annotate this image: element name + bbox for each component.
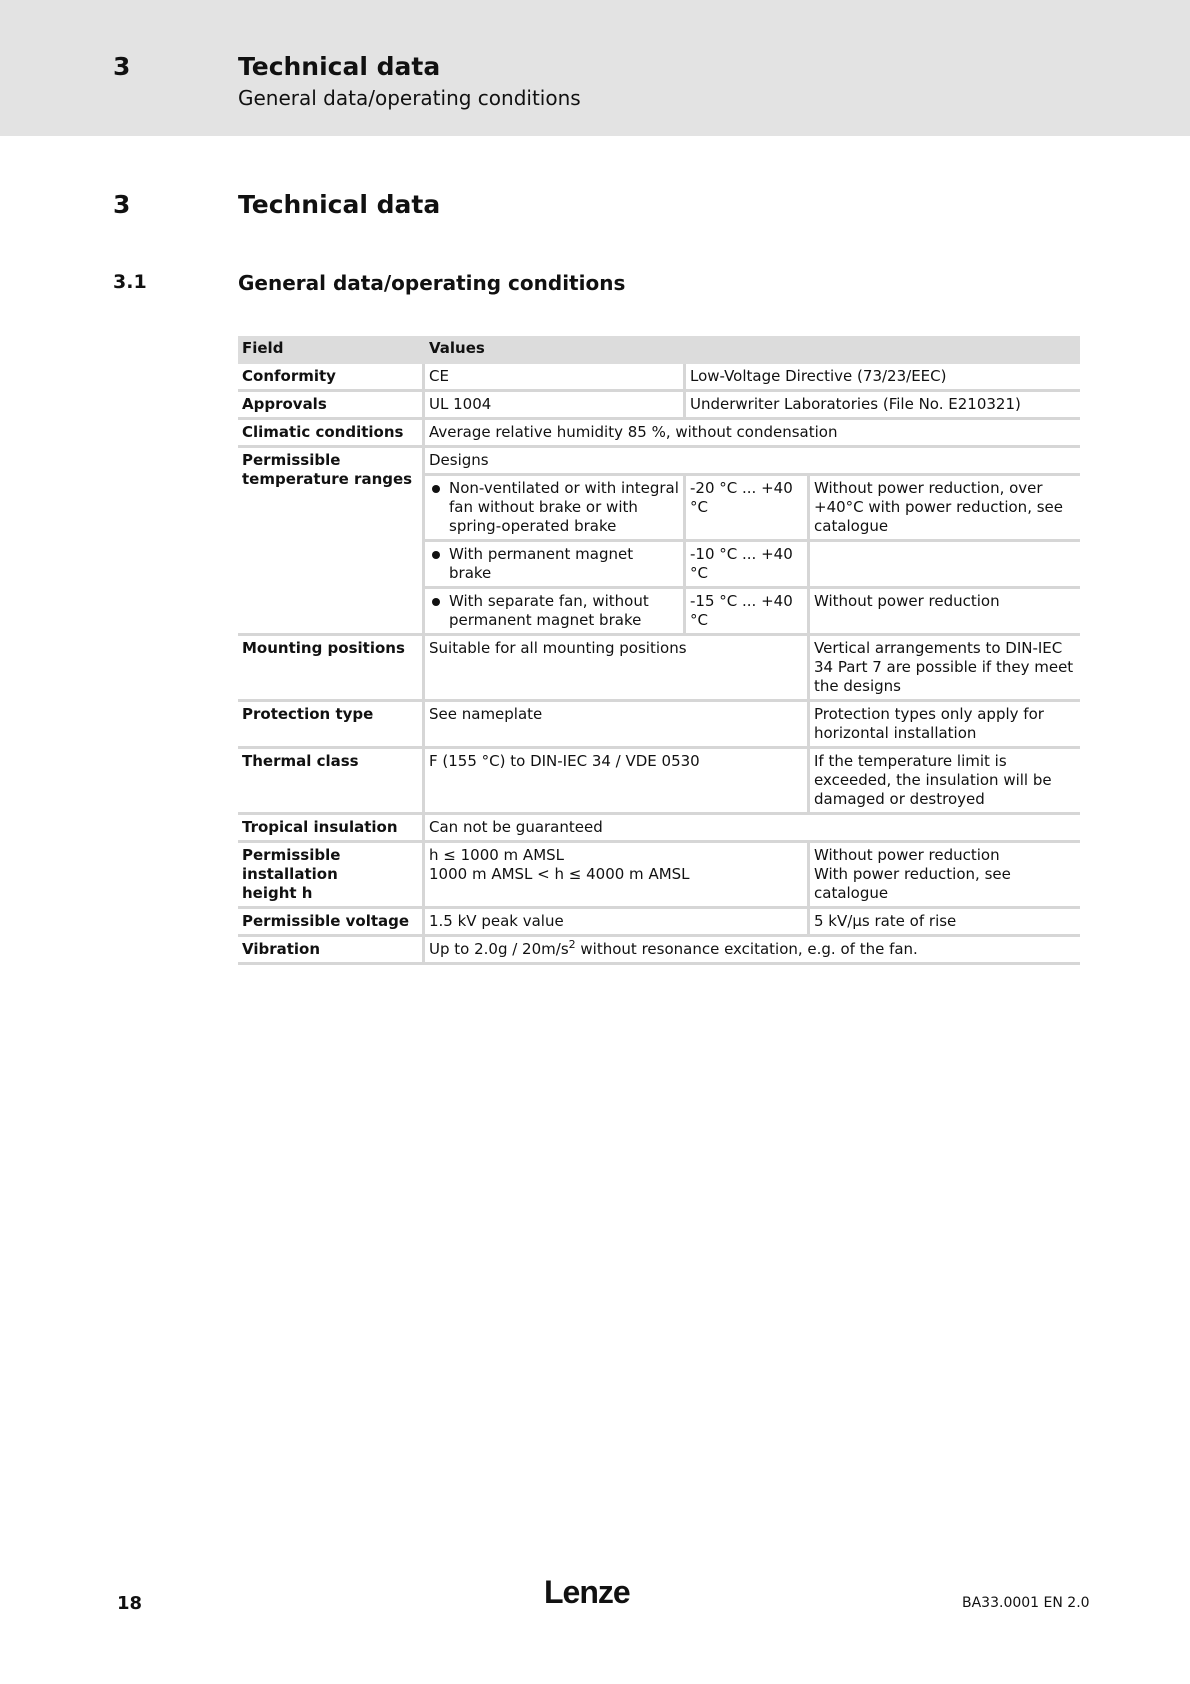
- heading-2-number: 3.1: [113, 271, 147, 293]
- label-line: Permissible installation: [242, 846, 341, 883]
- cell-value: Average relative humidity 85 %, without condensation: [425, 420, 1080, 448]
- table-row: [238, 815, 1080, 843]
- cell-value: 1.5 kV peak value: [425, 909, 810, 937]
- cell-note: Vertical arrangements to DIN-IEC 34 Part 7 are possible if they meet the designs: [810, 636, 1080, 702]
- row-label-voltage: Permissible voltage: [238, 909, 425, 937]
- label-line: Permissible: [242, 451, 341, 469]
- row-label-tropical: Tropical insulation: [238, 815, 425, 843]
- table-row: [238, 636, 1080, 702]
- table-row: [238, 843, 1080, 909]
- note-line: With power reduction, see catalogue: [814, 865, 1011, 902]
- cell-designs: Designs: [425, 448, 1080, 476]
- cell-value: Low-Voltage Directive (73/23/EEC): [686, 364, 1080, 392]
- cell-value: F (155 °C) to DIN-IEC 34 / VDE 0530: [425, 749, 810, 815]
- heading-2-title: General data/operating conditions: [238, 271, 626, 295]
- label-line: height h: [242, 884, 313, 902]
- value-line: 1000 m AMSL < h ≤ 4000 m AMSL: [429, 865, 690, 883]
- row-label-temperature: [238, 448, 425, 636]
- lenze-logo: Lenze: [544, 1574, 630, 1610]
- note-line: Without power reduction: [814, 846, 1000, 864]
- bullet-item: With permanent magnet brake: [449, 545, 679, 583]
- cell-value: UL 1004: [425, 392, 686, 420]
- cell-value: CE: [425, 364, 686, 392]
- table-row: [238, 420, 1080, 448]
- cell-note: Without power reduction, over +40°C with power reduction, see catalogue: [810, 476, 1080, 542]
- cell-note: Without power reduction: [810, 589, 1080, 636]
- cell-value: [425, 937, 1080, 965]
- value-text: Up to 2.0g / 20m/s: [429, 940, 569, 958]
- header-field: Field: [238, 336, 425, 364]
- row-label-protection: Protection type: [238, 702, 425, 749]
- table-row: [238, 448, 1080, 476]
- table-row: [238, 702, 1080, 749]
- cell-design: [425, 589, 686, 636]
- cell-value: Underwriter Laboratories (File No. E210321): [686, 392, 1080, 420]
- cell-range: -15 °C ... +40 °C: [686, 589, 810, 636]
- cell-design: [425, 476, 686, 542]
- header-chapter-title: Technical data: [238, 52, 441, 81]
- table-row: [238, 749, 1080, 815]
- cell-range: -20 °C ... +40 °C: [686, 476, 810, 542]
- cell-value: [425, 843, 810, 909]
- spec-table: [238, 336, 1080, 965]
- cell-value: See nameplate: [425, 702, 810, 749]
- header-band: [0, 0, 1190, 136]
- header-chapter-number: 3: [113, 52, 131, 81]
- row-label-conformity: Conformity: [238, 364, 425, 392]
- table-header-row: [238, 336, 1080, 364]
- cell-note: Protection types only apply for horizontal installation: [810, 702, 1080, 749]
- table-row: [238, 937, 1080, 965]
- table-row: [238, 364, 1080, 392]
- row-label-climatic: Climatic conditions: [238, 420, 425, 448]
- cell-value: Can not be guaranteed: [425, 815, 1080, 843]
- cell-note: [810, 542, 1080, 589]
- table-row: [238, 909, 1080, 937]
- bullet-item: With separate fan, without permanent magnet brake: [449, 592, 679, 630]
- table-row: [238, 392, 1080, 420]
- row-label-mounting: Mounting positions: [238, 636, 425, 702]
- cell-design: [425, 542, 686, 589]
- label-line: temperature ranges: [242, 470, 413, 488]
- value-line: h ≤ 1000 m AMSL: [429, 846, 565, 864]
- cell-range: -10 °C ... +40 °C: [686, 542, 810, 589]
- row-label-vibration: Vibration: [238, 937, 425, 965]
- superscript: 2: [568, 938, 576, 951]
- heading-1-title: Technical data: [238, 190, 441, 219]
- row-label-approvals: Approvals: [238, 392, 425, 420]
- header-values: Values: [425, 336, 1080, 364]
- page-number: 18: [117, 1593, 143, 1614]
- document-id: BA33.0001 EN 2.0: [962, 1595, 1090, 1611]
- heading-1-number: 3: [113, 190, 131, 219]
- bullet-item: Non-ventilated or with integral fan without brake or with spring-operated brake: [449, 479, 679, 535]
- header-section-title: General data/operating conditions: [238, 86, 581, 110]
- cell-value: Suitable for all mounting positions: [425, 636, 810, 702]
- row-label-height: [238, 843, 425, 909]
- cell-note: 5 kV/µs rate of rise: [810, 909, 1080, 937]
- cell-note: [810, 843, 1080, 909]
- row-label-thermal: Thermal class: [238, 749, 425, 815]
- value-text: without resonance excitation, e.g. of the fan.: [575, 940, 918, 958]
- cell-note: If the temperature limit is exceeded, the insulation will be damaged or destroyed: [810, 749, 1080, 815]
